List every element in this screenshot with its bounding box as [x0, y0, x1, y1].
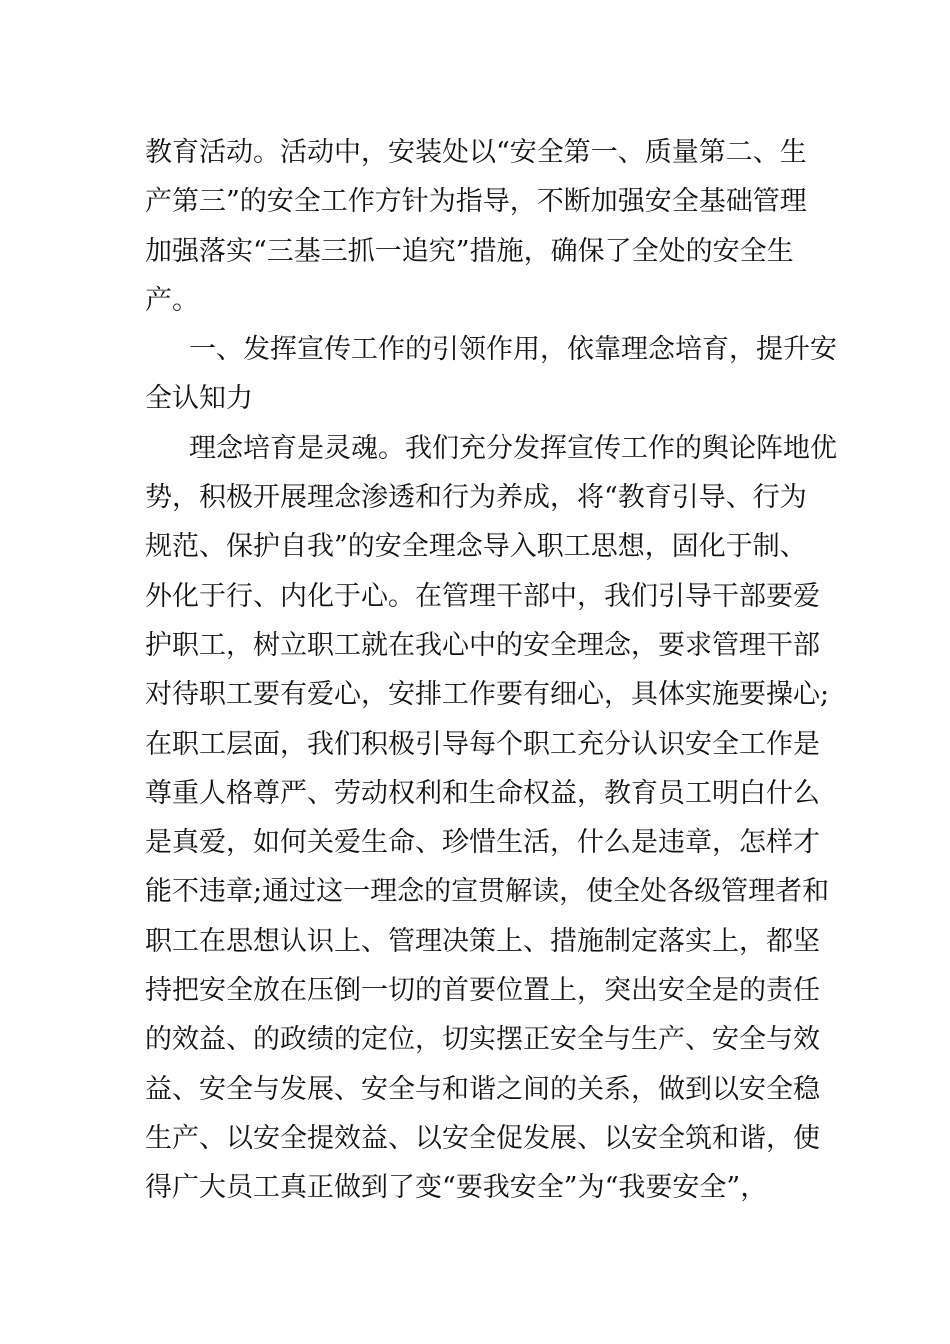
- text-line: 是真爱，如何关爱生命、珍惜生活，什么是违章，怎样才: [145, 827, 820, 859]
- text-line: 尊重人格尊严、劳动权利和生命权益，教育员工明白什么: [145, 777, 820, 809]
- text-line: 势，积极开展理念渗透和行为养成，将“教育引导、行为: [145, 482, 807, 514]
- text-line: 护职工，树立职工就在我心中的安全理念，要求管理干部: [145, 629, 820, 661]
- document-body: [145, 128, 837, 1213]
- text-line: 生产、以安全提效益、以安全促发展、以安全筑和谐，使: [145, 1122, 820, 1154]
- text-line: 得广大员工真正做到了变“要我安全”为“我要安全”，: [145, 1172, 768, 1204]
- text-line: 对待职工要有爱心，安排工作要有细心，具体实施要操心;: [145, 679, 830, 711]
- text-line: 在职工层面，我们积极引导每个职工充分认识安全工作是: [145, 728, 820, 760]
- text-line: 教育活动。活动中，安装处以“安全第一、质量第二、生: [145, 137, 807, 168]
- text-line: 持把安全放在压倒一切的首要位置上，突出安全是的责任: [145, 975, 820, 1007]
- text-line: 规范、保护自我”的安全理念导入职工思想，固化于制、: [145, 531, 807, 563]
- text-line: 的效益、的政绩的定位，切实摆正安全与生产、安全与效: [145, 1024, 820, 1056]
- text-line: 能不违章;通过这一理念的宣贯解读，使全处各级管理者和: [145, 876, 830, 908]
- text-line: 加强落实“三基三抓一追究”措施，确保了全处的安全生: [145, 235, 794, 267]
- text-line: 职工在思想认识上、管理决策上、措施制定落实上，都坚: [145, 925, 820, 957]
- text-line: 产第三”的安全工作方针为指导，不断加强安全基础管理: [145, 186, 807, 218]
- text-line: 理念培育是灵魂。我们充分发挥宣传工作的舆论阵地优: [189, 432, 837, 464]
- text-line: 产。: [145, 284, 199, 316]
- text-line: 益、安全与发展、安全与和谐之间的关系，做到以安全稳: [145, 1073, 820, 1105]
- text-line: 外化于行、内化于心。在管理干部中，我们引导干部要爱: [145, 580, 820, 612]
- section-heading-line: 全认知力: [145, 383, 253, 415]
- section-heading-line: 一、发挥宣传工作的引领作用，依靠理念培育，提升安: [189, 334, 837, 366]
